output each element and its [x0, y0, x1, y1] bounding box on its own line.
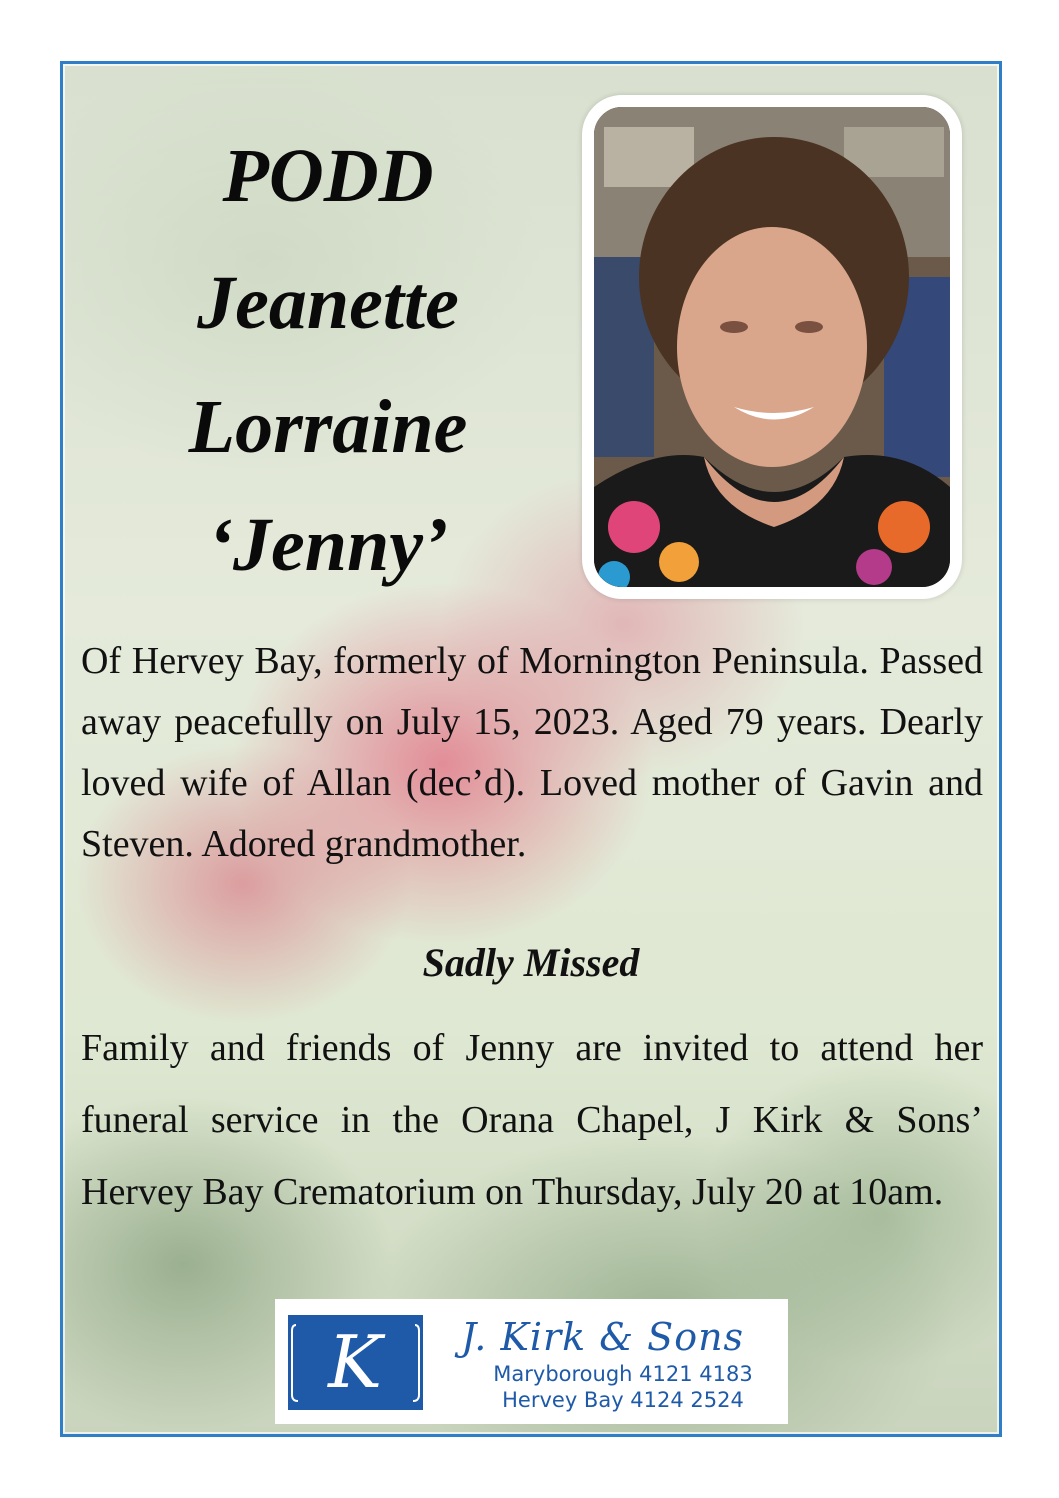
logo-letter: K — [328, 1320, 382, 1404]
phone-maryborough: Maryborough 4121 4183 — [493, 1362, 753, 1386]
surname-heading: PODD — [222, 134, 434, 218]
service-details-text: Family and friends of Jenny are invited to attend her funeral service in the Orana Chapel, J Kirk & Sons’ Hervey Bay Crematorium on Thursday, July 20 at 10am. — [81, 1027, 983, 1213]
portrait-image — [594, 107, 950, 587]
funeral-home-logo — [275, 1299, 788, 1424]
scroll-k-icon — [288, 1315, 423, 1410]
nickname-heading: ‘Jenny’ — [207, 503, 449, 587]
middle-name-heading: Lorraine — [188, 385, 468, 469]
obituary-text: Of Hervey Bay, formerly of Mornington Peninsula. Passed away peacefully on July 15, 2023. Aged 79 years. Dearly loved wife of Allan (dec’d). Loved mother of Gavin and Steven. Adored grandmother. — [81, 640, 983, 865]
funeral-home-name: J. Kirk & Sons — [461, 1315, 745, 1359]
first-name-heading: Jeanette — [197, 261, 459, 345]
portrait-photo — [582, 95, 962, 599]
k-monogram-icon — [288, 1315, 423, 1410]
notice-frame — [60, 61, 1002, 1437]
phone-hervey-bay: Hervey Bay 4124 2524 — [502, 1388, 744, 1412]
sadly-missed-tagline: Sadly Missed — [422, 940, 640, 985]
